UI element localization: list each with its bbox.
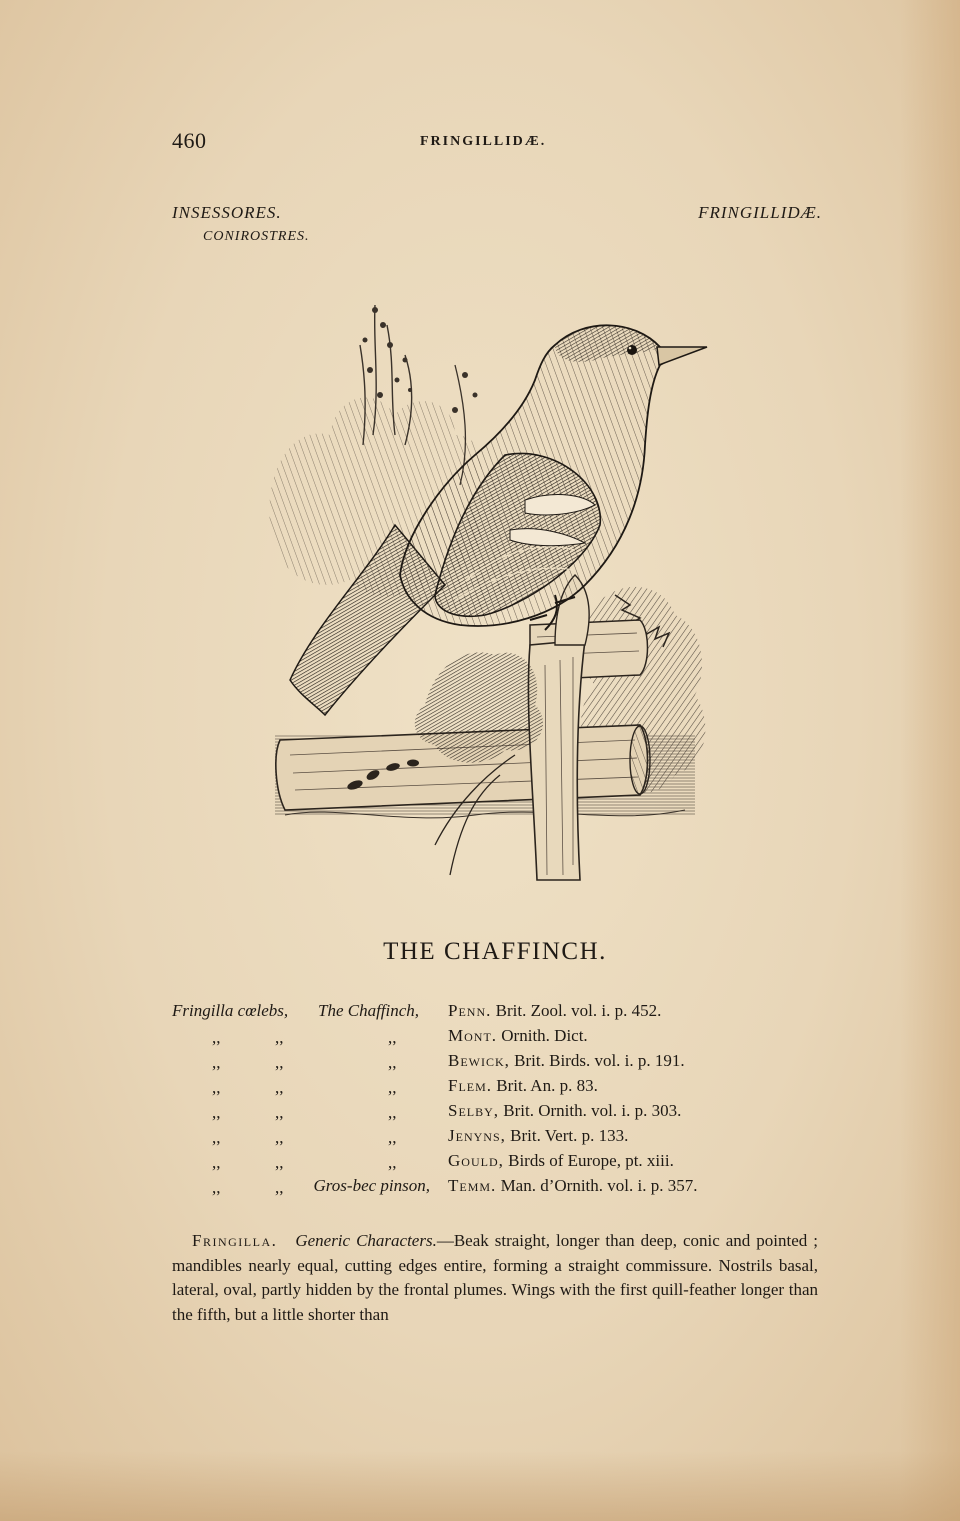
synonymy-row — [172, 1151, 822, 1176]
family-label: FRINGILLIDÆ. — [698, 203, 822, 222]
ditto-mark: ,, — [212, 1103, 221, 1122]
reference-author: Penn. — [448, 1001, 492, 1020]
ditto-mark: ,, — [275, 1078, 284, 1097]
reference-author: Temm. — [448, 1176, 497, 1195]
ditto-mark: ,, — [388, 1053, 397, 1072]
synonymy-row — [172, 1126, 822, 1151]
ditto-mark: ,, — [212, 1128, 221, 1147]
reference-author: Bewick, — [448, 1051, 510, 1070]
reference-author: Jenyns, — [448, 1126, 506, 1145]
reference-author: Selby, — [448, 1101, 500, 1120]
reference-text: Brit. Vert. p. 133. — [510, 1126, 629, 1145]
running-title: FRINGILLIDÆ. — [420, 134, 547, 149]
ditto-mark: ,, — [388, 1153, 397, 1172]
suborder-label: CONIROSTRES. — [203, 229, 310, 244]
ditto-mark: ,, — [212, 1153, 221, 1172]
reference — [448, 1076, 598, 1096]
reference-author: Mont. — [448, 1026, 498, 1045]
reference-text: Ornith. Dict. — [501, 1026, 588, 1045]
fence-post — [528, 640, 585, 880]
ditto-mark: ,, — [275, 1128, 284, 1147]
ditto-mark: ,, — [275, 1103, 284, 1122]
ditto-mark: ,, — [388, 1128, 397, 1147]
reference-text: Brit. An. p. 83. — [496, 1076, 598, 1095]
generic-characters-paragraph — [172, 1229, 818, 1327]
page-number: 460 — [172, 128, 207, 153]
ditto-mark: ,, — [212, 1178, 221, 1197]
synonymy-row — [172, 1076, 822, 1101]
reference — [448, 1001, 661, 1021]
reference — [448, 1026, 588, 1046]
synonymy-row — [172, 1051, 822, 1076]
reference — [448, 1176, 697, 1196]
other-name: Gros-bec pinson, — [313, 1176, 430, 1195]
generic-characters-text: —Beak straight, longer than deep, conic and pointed ; mandibles nearly equal, cutting edges entire, forming a straight commissure. Nostrils basal, lateral, oval, partly hidden by the frontal plumes. Wings with the first quill-feather longer than the fifth, but a little shorter than — [172, 1231, 818, 1324]
english-name: The Chaffinch, — [318, 1001, 420, 1020]
reference — [448, 1051, 685, 1071]
ditto-mark: ,, — [275, 1178, 284, 1197]
species-title: THE CHAFFINCH. — [383, 938, 607, 965]
ditto-mark: ,, — [212, 1053, 221, 1072]
reference-text: Brit. Ornith. vol. i. p. 303. — [503, 1101, 682, 1120]
reference — [448, 1126, 628, 1146]
reference-author: Gould, — [448, 1151, 504, 1170]
reference-text: Brit. Birds. vol. i. p. 191. — [514, 1051, 685, 1070]
ditto-mark: ,, — [275, 1153, 284, 1172]
reference-text: Brit. Zool. vol. i. p. 452. — [495, 1001, 662, 1020]
running-head — [172, 128, 822, 158]
latin-name: Fringilla cœlebs, — [172, 1001, 289, 1020]
bird-beak — [657, 347, 707, 365]
ditto-mark: ,, — [275, 1053, 284, 1072]
synonymy-row — [172, 1101, 822, 1126]
order-label: INSESSORES. — [172, 203, 282, 222]
reference — [448, 1151, 674, 1171]
synonymy-row — [172, 1001, 822, 1026]
chaffinch-engraving — [255, 285, 725, 885]
genus-name: Fringilla. — [192, 1231, 278, 1250]
page-bottom-shading — [0, 1451, 960, 1521]
reference — [448, 1101, 681, 1121]
reference-text: Birds of Europe, pt. xiii. — [508, 1151, 674, 1170]
ditto-mark: ,, — [212, 1028, 221, 1047]
generic-characters-heading: Generic Characters. — [295, 1231, 437, 1250]
ditto-mark: ,, — [275, 1028, 284, 1047]
reference-text: Man. d’Ornith. vol. i. p. 357. — [500, 1176, 698, 1195]
ditto-mark: ,, — [212, 1078, 221, 1097]
synonymy-row — [172, 1026, 822, 1051]
synonymy-row — [172, 1176, 822, 1201]
reference-author: Flem. — [448, 1076, 493, 1095]
synonymy-list — [172, 1001, 822, 1201]
ditto-mark: ,, — [388, 1103, 397, 1122]
ditto-mark: ,, — [388, 1028, 397, 1047]
bird-eye — [627, 345, 637, 355]
page-edge-shading — [900, 0, 960, 1521]
ditto-mark: ,, — [388, 1078, 397, 1097]
